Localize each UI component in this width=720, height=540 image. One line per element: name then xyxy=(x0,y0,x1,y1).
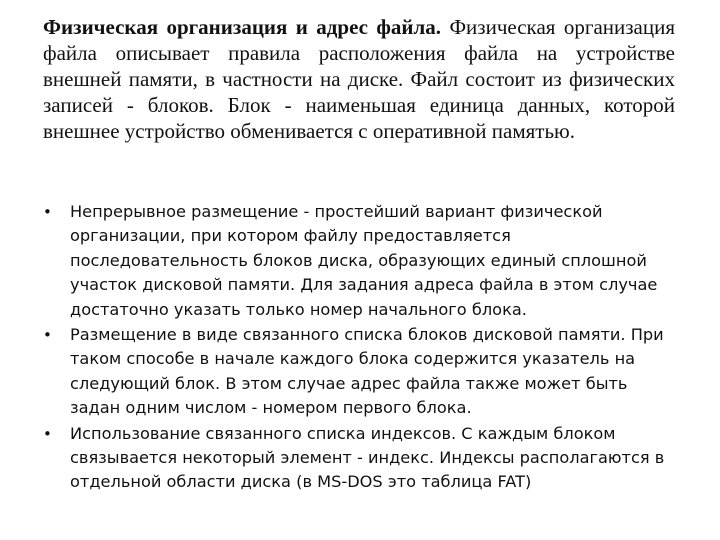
bullet-icon: • xyxy=(43,326,52,345)
list-item xyxy=(43,323,679,421)
list-item xyxy=(43,422,679,495)
list-item-text: Непрерывное размещение - простейший вариант физической организации, при котором файлу предоставляется последовательность блоков диска, образующих единый сплошной участок дисковой памяти. Для задания адреса файла в этом случае достаточно указать только номер начального блока. xyxy=(70,202,658,319)
list-item xyxy=(43,200,679,322)
intro-body-text: Физическая организация файла описывает правила расположения файла на устройстве внешней памяти, в частности на диске. Файл состоит из физических записей - блоков. Блок - наименьшая единица данных, которой внешнее устройство обменивается с оперативной памятью. xyxy=(43,15,675,143)
bullet-list xyxy=(43,200,679,496)
list-item-text: Размещение в виде связанного списка блоков дисковой памяти. При таком способе в начале каждого блока содержится указатель на следующий блок. В этом случае адрес файла также может быть задан одним числом - номером первого блока. xyxy=(70,325,664,418)
bullet-icon: • xyxy=(43,203,52,221)
bullet-icon: • xyxy=(43,424,52,443)
intro-paragraph xyxy=(43,14,675,144)
intro-lead-heading: Физическая организация и адрес файла. xyxy=(43,15,442,39)
list-item-text: Использование связанного списка индексов. С каждым блоком связывается некоторый элемент - индекс. Индексы располагаются в отдельной области диска (в MS-DOS это таблица FAT) xyxy=(70,423,665,492)
